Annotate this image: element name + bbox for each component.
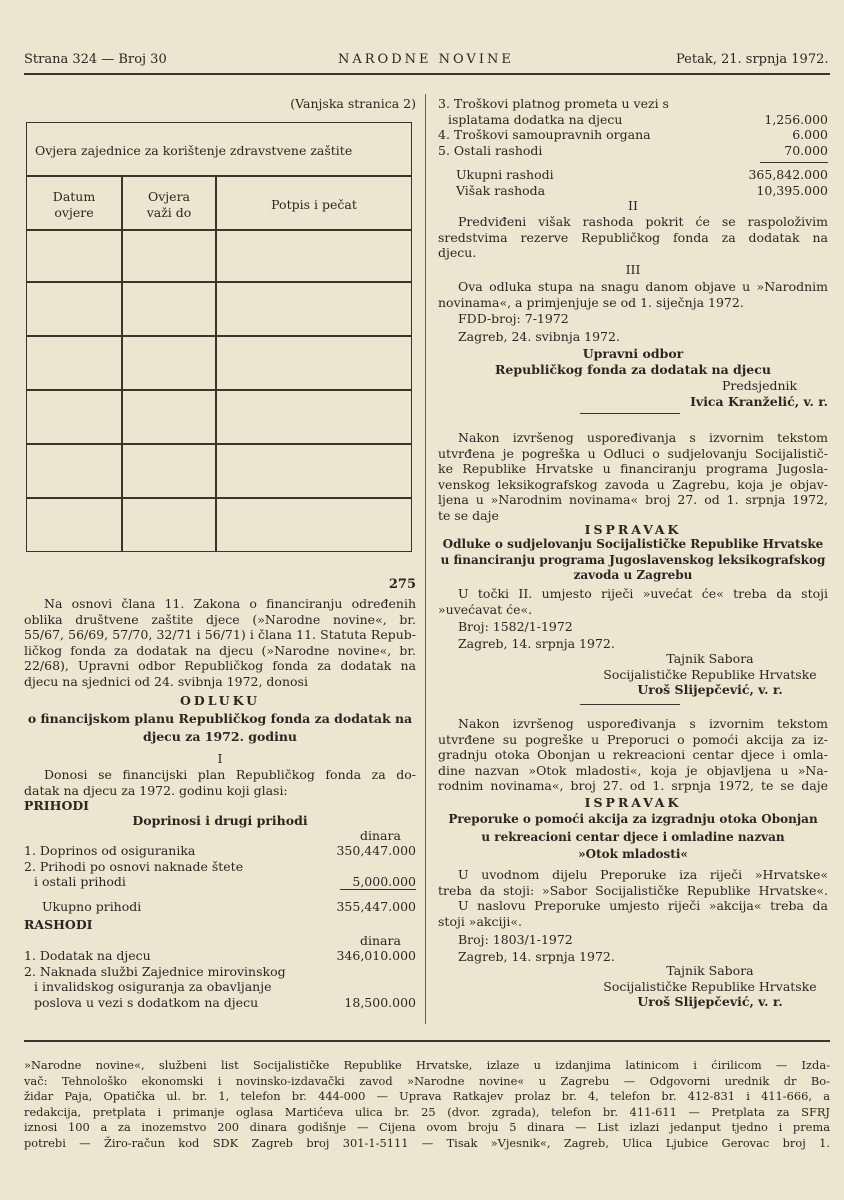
form-row [27, 389, 411, 391]
secretary-block: Tajnik Sabora Socijalističke Republike Hrvatske Uroš Slijepčević, v. r. [603, 963, 817, 1010]
page-number-header: Strana 324 — Broj 30 [24, 52, 167, 67]
form-header-signature: Potpis i pečat [271, 197, 357, 212]
form-row [27, 335, 411, 337]
item-number: 275 [388, 577, 416, 592]
plan-adoption-text: Donosi se financijski plan Republičkog fonda za do- datak na djecu za 1972. godinu koji glasi: [24, 767, 416, 798]
header-rule [24, 73, 830, 75]
correction-1-title: ISPRAVAK [584, 522, 682, 537]
table-row: i invalidskog osiguranja za obavljanje [34, 979, 272, 995]
form-title: Ovjera zajednice za korištenje zdravstvene zaštite [35, 143, 353, 158]
place-date: Zagreb, 24. svibnja 1972. [458, 329, 620, 344]
income-subheading: Doprinosi i drugi prihodi [132, 813, 308, 828]
secretary-block: Tajnik Sabora Socijalističke Republike Hrvatske Uroš Slijepčević, v. r. [603, 651, 817, 698]
decision-title: ODLUKU [179, 693, 261, 708]
income-heading: PRIHODI [24, 798, 90, 813]
president-title: Predsjednik [722, 378, 798, 393]
correction-1-ref: Broj: 1582/1-1972 [458, 619, 573, 634]
table-row: 2. Naknada službi Zajednice mirovinskog [24, 963, 286, 979]
correction-2-subtitle: Preporuke o pomoći akcija za izgradnju otoka Obonjan u rekreacioni centar djece i omladine nazvan »Otok mladosti« [448, 812, 818, 862]
income-table [24, 843, 416, 890]
table-row: 3. Troškovi platnog prometa u vezi s [438, 96, 669, 111]
section-iii: III [625, 262, 641, 277]
section-ii: II [628, 198, 638, 213]
section-i: I [217, 751, 223, 766]
issue-date-header: Petak, 21. srpnja 1972. [676, 52, 829, 67]
footer-rule [24, 1040, 830, 1042]
newspaper-title: NARODNE NOVINE [338, 52, 514, 67]
section-iii-text: Ova odluka stupa na snagu danom objave u »Narodnim novinama«, a primjenjuje se od 1. siječnja 1972. [438, 279, 828, 310]
currency-label: dinara [360, 933, 401, 948]
table-row: 2. Prihodi po osnovi naknade štete [24, 858, 244, 874]
correction-1-date: Zagreb, 14. srpnja 1972. [458, 636, 615, 651]
correction-2-ref: Broj: 1803/1-1972 [458, 932, 573, 947]
section-separator [580, 413, 680, 414]
section-ii-text: Predviđeni višak rashoda pokrit će se raspoloživim sredstvima rezerve Republičkog fonda za dodatak na djecu. [438, 214, 828, 261]
president-name: Ivica Kranželić, v. r. [690, 394, 828, 409]
correction-2-body: U uvodnom dijelu Preporuke iza riječi »Hrvatske« treba da stoji: »Sabor Socijalističke Republike Hrvatske«. U naslovu Preporuke umjesto riječi »akcija« treba da stoji »akciji«. [438, 867, 828, 929]
column-divider [425, 94, 426, 1024]
income-total: Ukupno prihodi 355,447.000 [42, 899, 416, 914]
table-row: 1. Dodatak na djecu 346,010.000 [24, 948, 416, 963]
form-header-date: Datum ovjere [52, 189, 96, 220]
form-row [27, 443, 411, 445]
table-row: 4. Troškovi samoupravnih organa 6.000 [438, 127, 828, 143]
appendix-note: (Vanjska stranica 2) [290, 96, 416, 111]
correction-2-intro: Nakon izvršenog uspoređivanja s izvornim tekstom utvrđene su pogreške u Preporuci o pomoći akcija za iz- gradnju otoka Obonjan u rekreacioni centar djece i omla- dine nazvan »Otok mladosti«, koja je objavljena u »Na- rodnim novinama«, broj 27. od 1. srpnja 1972, te se daje [438, 716, 828, 794]
decision-preamble: Na osnovi člana 11. Zakona o financiranju određenih oblika društvene zaštite djece (»Narodne novine«, br. 55/67, 56/69, 57/70, 32/71 i 56/71) i člana 11. Statuta Repub- ličkog fonda za dodatak na djecu (»Narodne novine«, br. 22/68), Upravni odbor Republičkog fonda za dodatak na djecu na sjednici od 24. svibnja 1972, donosi [24, 596, 416, 689]
expense-heading: RASHODI [24, 917, 93, 932]
expense-totals: Ukupni rashodi 365,842.000 Višak rashoda 10,395.000 [456, 167, 828, 198]
imprint: »Narodne novine«, službeni list Socijalističke Republike Hrvatske, izlaze u izdanjima latinicom i ćirilicom — Izda- vač: Tehnološko ekonomski i novinsko-izdavački zavod »Narodne novine« u Zagrebu — Odgovorni urednik dr Bo- židar Paja, Opatička ul. br. 1, telefon br. 444-000 — Uprava Ratkajev prolaz br. 4, telefon br. 412-831 i 411-666, a redakcija, pretplata i primanje oglasa Martićeva ulica br. 25 (dvor. zgrada), telefon br. 411-611 — Pretplata za SFRJ iznosi 100 a za inozemstvo 200 dinara godišnje — Cijena ovom broju 5 dinara — List izlazi jedanput tjedno i prema potrebi — Žiro-račun kod SDK Zagreb broj 301-1-5111 — Tisak »Vjesnik«, Zagreb, Ulica Ljubice Gerovac broj 1. [24, 1058, 830, 1150]
table-row: 5. Ostali rashodi 70.000 [438, 142, 828, 158]
currency-label: dinara [360, 828, 401, 843]
correction-2-title: ISPRAVAK [584, 795, 682, 810]
table-row: 1. Doprinos od osiguranika 350,447.000 [24, 843, 416, 858]
correction-1-body: U točki II. umjesto riječi »uvećat će« treba da stoji »uvećavat će«. [438, 586, 828, 617]
form-row [27, 281, 411, 283]
correction-1-subtitle: Odluke o sudjelovanju Socijalističke Republike Hrvatske u financiranju programa Jugoslavenskog leksikografskog zavoda u Zagrebu [440, 537, 826, 583]
section-separator [580, 704, 680, 705]
form-header-valid-until: Ovjera važi do [146, 189, 192, 220]
table-row: i ostali prihodi 5,000.000 [34, 874, 416, 890]
validation-form [26, 122, 412, 552]
correction-2-date: Zagreb, 14. srpnja 1972. [458, 949, 615, 964]
issuing-body: Upravni odbor Republičkog fonda za dodatak na djecu [495, 346, 771, 377]
table-row: isplatama dodatka na djecu 1,256.000 [448, 111, 828, 127]
reference-number: FDD-broj: 7-1972 [458, 311, 569, 326]
expense-table [24, 948, 416, 1010]
table-row: poslova u vezi s dodatkom na djecu 18,500.000 [34, 994, 416, 1010]
decision-subtitle: o financijskom planu Republičkog fonda za dodatak na djecu za 1972. godinu [27, 711, 413, 744]
correction-1-intro: Nakon izvršenog uspoređivanja s izvornim tekstom utvrđena je pogreška u Odluci o sudjelovanju Socijalistič- ke Republike Hrvatske u financiranju programa Jugosla- venskog leksikografskog zavoda u Zagrebu, koja je objav- ljena u »Narodnim novinama« broj 27. od 1. srpnja 1972, te se daje [438, 430, 828, 523]
expense-table-continued [438, 96, 828, 158]
form-row [27, 497, 411, 499]
